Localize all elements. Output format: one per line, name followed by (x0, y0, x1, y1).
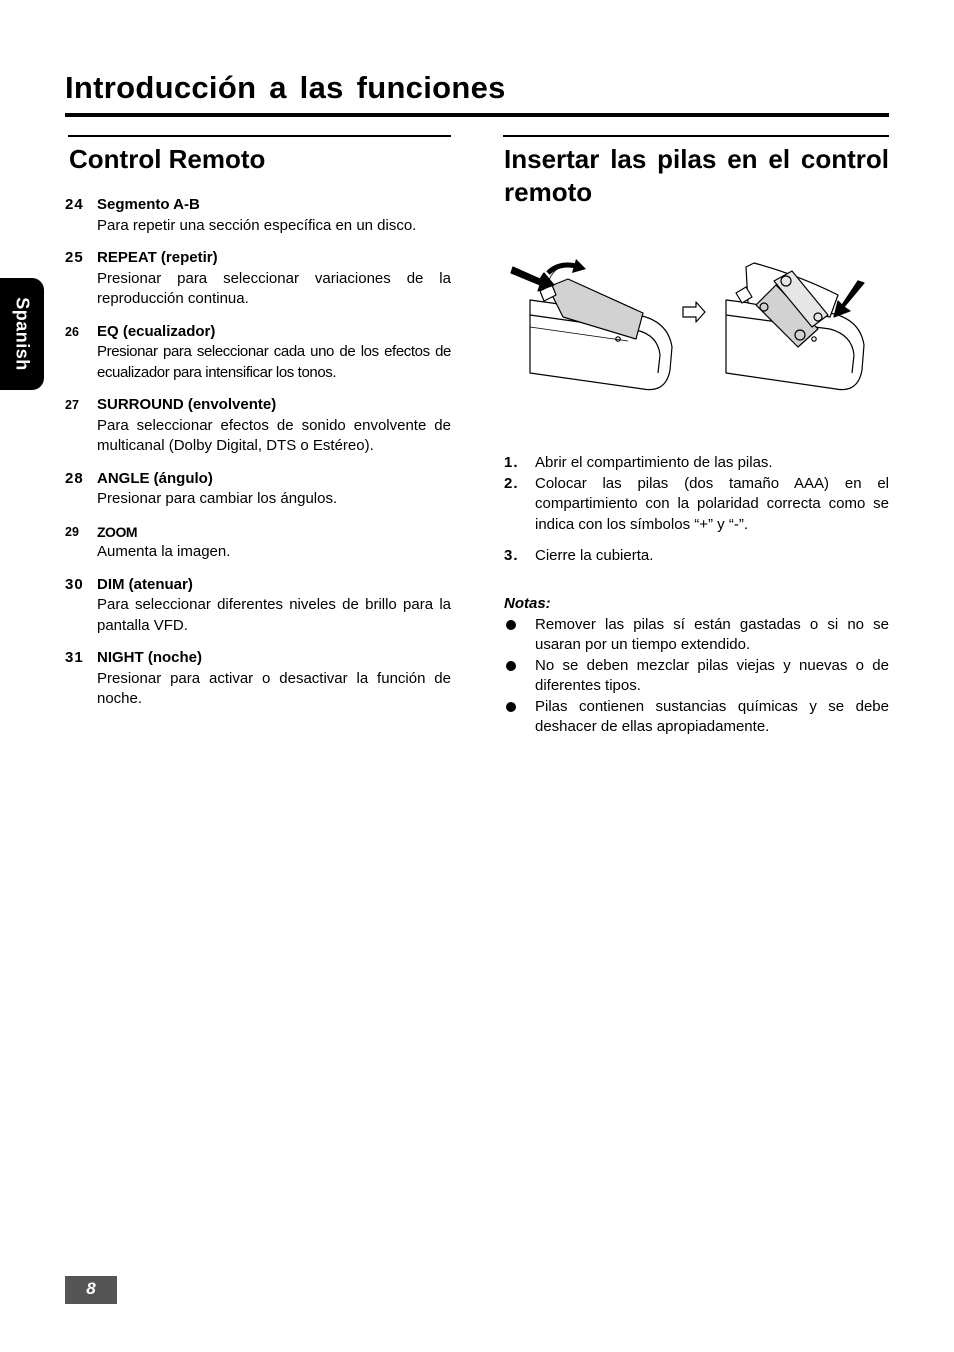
item-label: REPEAT (repetir) (97, 249, 218, 266)
step-text: Abrir el compartimiento de las pilas. (535, 454, 773, 471)
item-number: 25 (65, 249, 84, 266)
item-description: Aumenta la imagen. (97, 543, 231, 560)
step-number: 1. (504, 454, 519, 471)
bullet-icon (506, 661, 516, 671)
bullet-icon (506, 702, 516, 712)
control-remoto-heading: Control Remoto (69, 144, 266, 174)
item-number: 28 (65, 469, 84, 487)
item-description: Para seleccionar efectos de sonido envolvente de multicanal (Dolby Digital, DTS o Estéreo). (97, 416, 451, 454)
note-item (504, 615, 889, 656)
function-item (65, 395, 451, 457)
item-label: Segmento A-B (97, 196, 200, 213)
item-number: 26 (65, 324, 79, 339)
bullet-icon (506, 620, 516, 630)
item-description: Presionar para seleccionar variaciones de la reproducción continua. (97, 269, 451, 307)
battery-insert-heading: Insertar las pilas en el control remoto (504, 144, 889, 207)
page-number: 8 (65, 1276, 117, 1304)
step-item (504, 546, 889, 567)
step-number: 2. (504, 474, 519, 492)
item-description: Para repetir una sección específica en un disco. (97, 216, 417, 234)
function-item (65, 575, 451, 637)
item-description: Para seleccionar diferentes niveles de brillo para la pantalla VFD. (97, 596, 451, 634)
note-item (504, 697, 889, 738)
step-text: Cierre la cubierta. (535, 547, 654, 564)
item-label: ZOOM (97, 523, 137, 540)
note-text: No se deben mezclar pilas viejas y nuevas o de diferentes tipos. (535, 656, 889, 694)
language-tab (0, 278, 44, 390)
item-number: 27 (65, 398, 79, 412)
notes-section (504, 594, 889, 738)
note-text: Remover las pilas sí están gastadas o si no se usaran por un tiempo extendido. (535, 615, 889, 653)
step-item (504, 474, 889, 536)
item-label: SURROUND (envolvente) (97, 396, 277, 413)
step-text: Colocar las pilas (dos tamaño AAA) en el compartimiento con la polaridad correcta como se indica con los símbolos “+” y “-”. (535, 474, 889, 533)
note-item (504, 656, 889, 697)
item-label: ANGLE (ángulo) (97, 469, 213, 487)
page-title: Introducción a las funciones (65, 70, 506, 105)
steps-list (504, 453, 889, 567)
step-number: 3. (504, 547, 519, 564)
function-list (65, 195, 451, 722)
notes-title: Notas: (504, 595, 551, 612)
item-label: NIGHT (noche) (97, 649, 202, 666)
item-description: Presionar para activar o desactivar la función de noche. (97, 669, 451, 707)
title-rule (65, 113, 889, 117)
item-label: EQ (ecualizador) (97, 322, 216, 340)
left-column-rule (68, 135, 451, 137)
function-item (65, 469, 451, 510)
item-number: 29 (65, 524, 79, 539)
item-number: 31 (65, 649, 84, 666)
step-item (504, 453, 889, 474)
item-description: Presionar para seleccionar cada uno de los efectos de ecualizador para intensificar los tonos. (97, 343, 451, 381)
function-item (65, 522, 451, 563)
item-description: Presionar para cambiar los ángulos. (97, 490, 338, 507)
function-item (65, 322, 451, 384)
note-text: Pilas contienen sustancias químicas y se debe deshacer de ellas apropiadamente. (535, 697, 889, 735)
language-tab-label: Spanish (12, 297, 33, 371)
function-item (65, 195, 451, 236)
battery-insertion-illustration (508, 255, 873, 400)
item-number: 24 (65, 196, 84, 213)
right-column-rule (503, 135, 889, 137)
item-label: DIM (atenuar) (97, 575, 193, 593)
function-item (65, 648, 451, 710)
item-number: 30 (65, 575, 84, 593)
function-item (65, 248, 451, 310)
